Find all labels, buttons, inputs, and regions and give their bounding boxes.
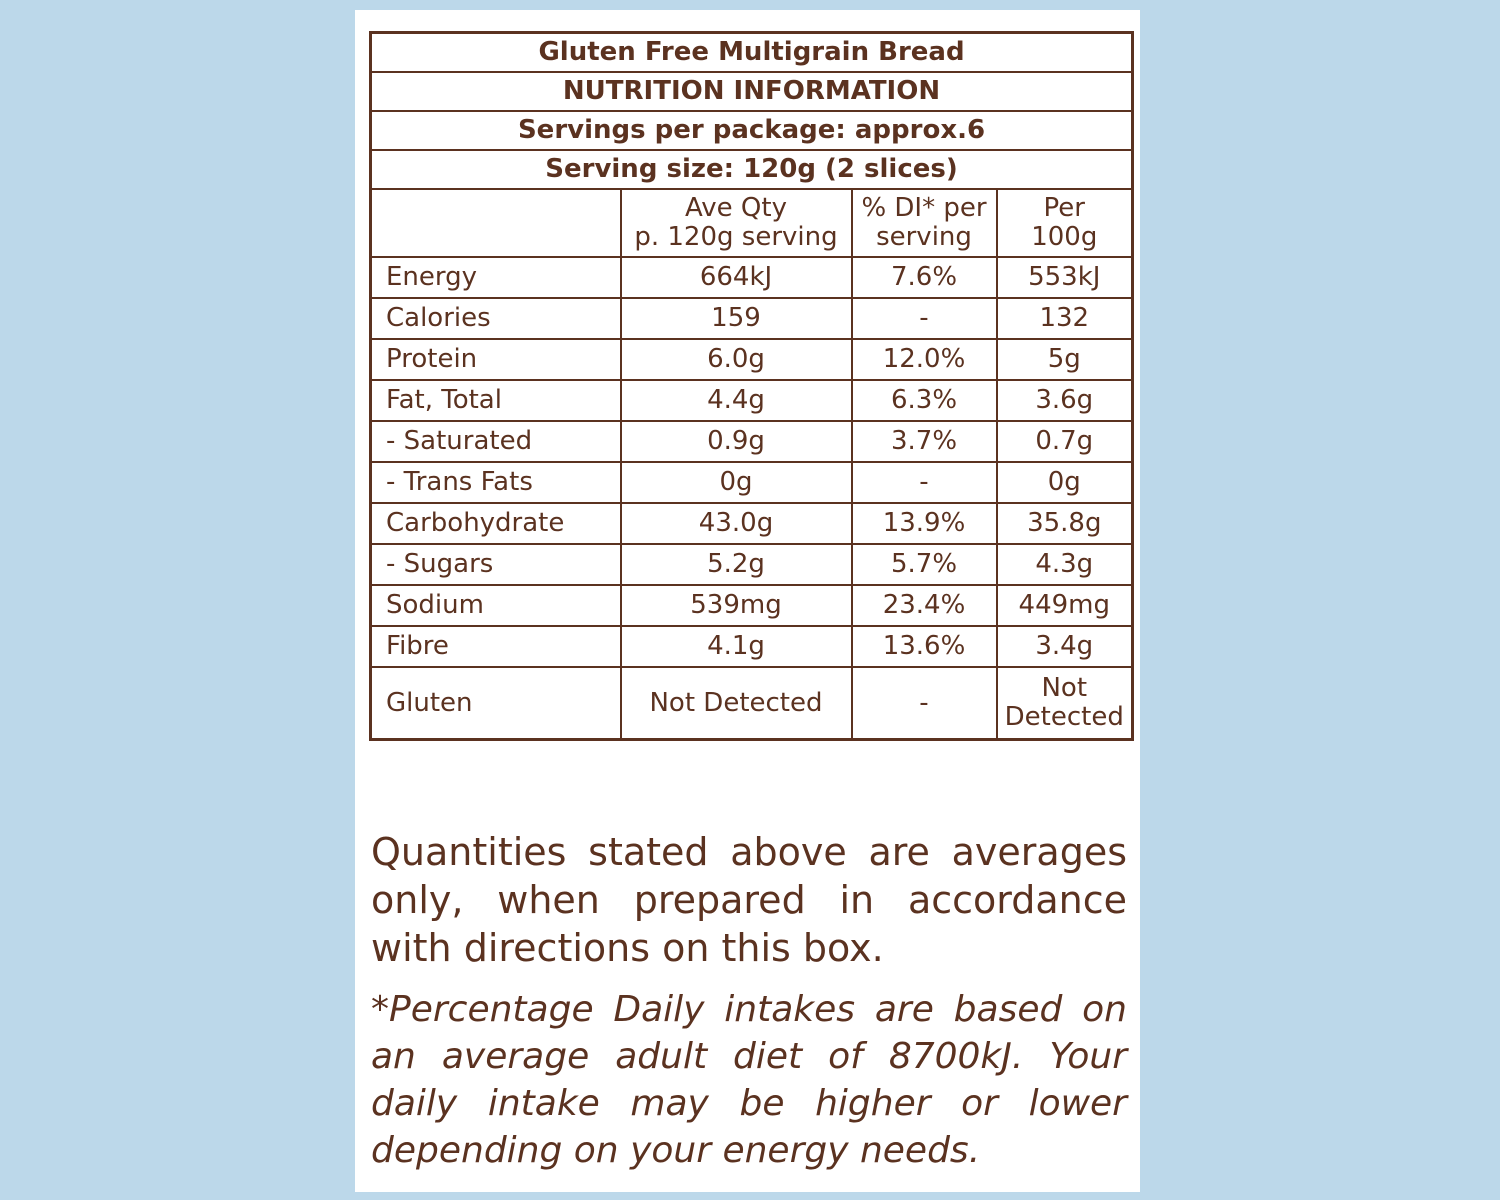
per-100g-value: 4.3g [997, 544, 1133, 585]
table-row-fibre [371, 626, 1133, 667]
nutrient-name: Fibre [371, 626, 621, 667]
per-serving-value: 43.0g [621, 503, 852, 544]
per-serving-value: Not Detected [621, 667, 852, 740]
column-header-per-100g-line2: 100g [1031, 222, 1098, 252]
di-value: 23.4% [852, 585, 997, 626]
serving-size: Serving size: 120g (2 slices) [371, 150, 1133, 189]
per-serving-value: 4.4g [621, 380, 852, 421]
column-header-per-100g [997, 189, 1133, 257]
servings-per-package: Servings per package: approx.6 [371, 111, 1133, 150]
table-row-protein [371, 339, 1133, 380]
nutrient-name: Carbohydrate [371, 503, 621, 544]
daily-intake-note [371, 986, 1127, 1174]
per-100g-value: 5g [997, 339, 1133, 380]
per-serving-value: 539mg [621, 585, 852, 626]
per-100g-value: 553kJ [997, 257, 1133, 298]
per-100g-value-line1: Not [1041, 673, 1088, 704]
per-100g-value: 132 [997, 298, 1133, 339]
table-row-energy [371, 257, 1133, 298]
table-row-sugars [371, 544, 1133, 585]
nutrient-name: Sodium [371, 585, 621, 626]
per-serving-value: 0.9g [621, 421, 852, 462]
column-header-di-line2: serving [876, 222, 972, 252]
di-value: 12.0% [852, 339, 997, 380]
di-value: 7.6% [852, 257, 997, 298]
di-value: 6.3% [852, 380, 997, 421]
table-row-carbohydrate [371, 503, 1133, 544]
per-100g-value: 449mg [997, 585, 1133, 626]
nutrient-name: - Saturated [371, 421, 621, 462]
nutrient-name: Calories [371, 298, 621, 339]
di-value: - [852, 462, 997, 503]
per-100g-value: 0g [997, 462, 1133, 503]
per-serving-value: 4.1g [621, 626, 852, 667]
column-header-di-line1: % DI* per [861, 193, 987, 224]
nutrient-name: Fat, Total [371, 380, 621, 421]
nutrient-name: - Trans Fats [371, 462, 621, 503]
per-serving-value: 0g [621, 462, 852, 503]
per-100g-value: 3.4g [997, 626, 1133, 667]
nutrient-name: Energy [371, 257, 621, 298]
di-value: - [852, 298, 997, 339]
column-header-per-serving [621, 189, 852, 257]
table-row-saturated [371, 421, 1133, 462]
table-row-gluten [371, 667, 1133, 740]
per-serving-value: 6.0g [621, 339, 852, 380]
column-header-per-serving-line2: p. 120g serving [634, 222, 838, 252]
nutrient-name: Protein [371, 339, 621, 380]
nutrient-name: Gluten [371, 667, 621, 740]
nutrition-table [369, 31, 1134, 741]
di-value: 13.9% [852, 503, 997, 544]
per-serving-value: 5.2g [621, 544, 852, 585]
nutrient-name: - Sugars [371, 544, 621, 585]
column-header-per-100g-line1: Per [1043, 193, 1085, 224]
di-value: 3.7% [852, 421, 997, 462]
table-row-sodium [371, 585, 1133, 626]
column-header-di [852, 189, 997, 257]
per-serving-value: 664kJ [621, 257, 852, 298]
per-100g-value-line2: Detected [1004, 702, 1124, 732]
per-serving-value: 159 [621, 298, 852, 339]
averages-note [371, 828, 1127, 972]
di-value: - [852, 667, 997, 740]
nutrition-heading: NUTRITION INFORMATION [371, 72, 1133, 111]
daily-intake-note-text: *Percentage Daily intakes are based on an average adult diet of 8700kJ. Your daily intake may be higher or lower depending on your energy needs. [371, 989, 1127, 1171]
column-header-name [371, 189, 621, 257]
table-row-fat-total [371, 380, 1133, 421]
di-value: 5.7% [852, 544, 997, 585]
per-100g-value [997, 667, 1133, 740]
product-title: Gluten Free Multigrain Bread [371, 33, 1133, 73]
column-header-per-serving-line1: Ave Qty [685, 193, 787, 224]
nutrition-panel [355, 10, 1140, 1192]
per-100g-value: 0.7g [997, 421, 1133, 462]
di-value: 13.6% [852, 626, 997, 667]
table-row-calories [371, 298, 1133, 339]
per-100g-value: 3.6g [997, 380, 1133, 421]
table-row-trans-fats [371, 462, 1133, 503]
averages-note-text: Quantities stated above are averages only, when prepared in accordance with directions on this box. [371, 830, 1127, 970]
per-100g-value: 35.8g [997, 503, 1133, 544]
